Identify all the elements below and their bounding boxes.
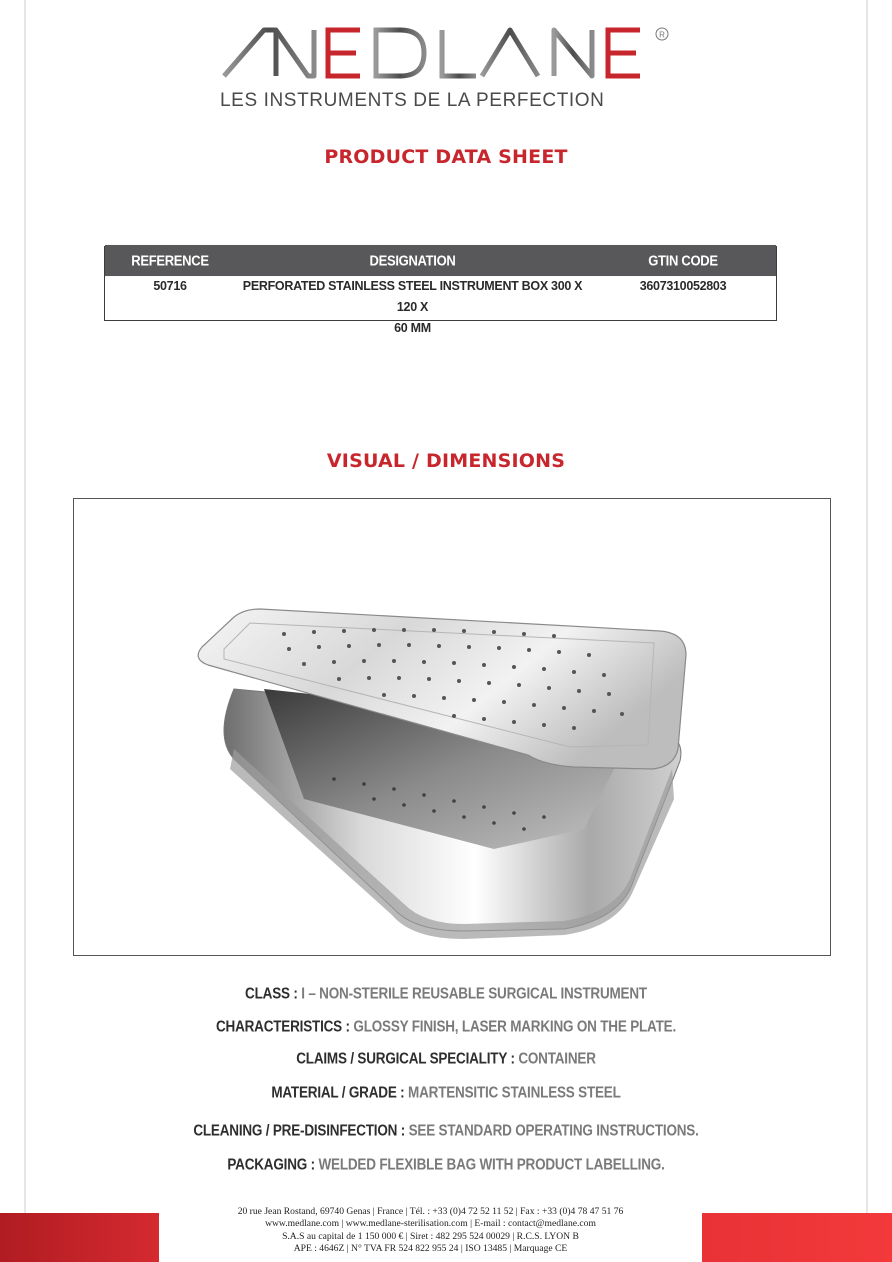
product-image-frame <box>73 498 831 956</box>
cell-designation <box>235 276 590 339</box>
spec-characteristics <box>0 1018 892 1035</box>
reference-table <box>104 246 777 335</box>
spec-packaging-value: WELDED FLEXIBLE BAG WITH PRODUCT LABELLING. <box>318 1155 665 1174</box>
cell-gtin: 3607310052803 <box>639 279 727 293</box>
spec-characteristics-value: GLOSSY FINISH, LASER MARKING ON THE PLATE. <box>353 1017 677 1036</box>
left-margin-line <box>24 0 26 1262</box>
spec-cleaning <box>0 1122 892 1139</box>
footer-red-bar-left <box>0 1213 159 1262</box>
instrument-box-image <box>74 499 830 955</box>
header-reference: REFERENCE <box>131 251 209 270</box>
spec-class-label: CLASS : <box>245 984 298 1003</box>
registered-mark: R <box>659 30 665 40</box>
spec-class-value: I – NON-STERILE REUSABLE SURGICAL INSTRUMENT <box>301 984 647 1003</box>
footer-red-bar-right <box>702 1213 892 1262</box>
spec-material-value: MARTENSITIC STAINLESS STEEL <box>408 1083 621 1102</box>
footer-company-info <box>159 1206 702 1255</box>
right-margin-line <box>866 0 868 1262</box>
spec-cleaning-label: CLEANING / PRE-DISINFECTION : <box>193 1121 406 1140</box>
table-header <box>105 245 776 276</box>
brand-tagline: LES INSTRUMENTS DE LA PERFECTION <box>220 90 605 111</box>
spec-cleaning-value: SEE STANDARD OPERATING INSTRUCTIONS. <box>408 1121 699 1140</box>
cell-reference: 50716 <box>153 279 187 293</box>
header-gtin: GTIN CODE <box>648 251 718 270</box>
footer-address: 20 rue Jean Rostand, 69740 Genas | France | Tél. : +33 (0)4 72 52 11 52 | Fax : +33 (0)4 78 47 51 76 <box>237 1206 624 1217</box>
spec-claims-value: CONTAINER <box>518 1049 596 1068</box>
spec-claims <box>0 1050 892 1067</box>
spec-packaging <box>0 1156 892 1173</box>
designation-line-2: 60 MM <box>394 321 431 335</box>
spec-claims-label: CLAIMS / SURGICAL SPECIALITY : <box>296 1049 515 1068</box>
spec-material <box>0 1084 892 1101</box>
spec-class <box>0 985 892 1002</box>
table-row <box>105 274 776 335</box>
footer-websites: www.medlane.com | www.medlane-sterilisation.com | E-mail : contact@medlane.com <box>265 1218 596 1230</box>
designation-line-1: PERFORATED STAINLESS STEEL INSTRUMENT BOX 300 X 120 X <box>242 279 583 314</box>
spec-material-label: MATERIAL / GRADE : <box>271 1083 405 1102</box>
footer-registration: APE : 4646Z | N° TVA FR 524 822 955 24 | ISO 13485 | Marquage CE <box>293 1242 568 1254</box>
spec-characteristics-label: CHARACTERISTICS : <box>215 1017 350 1036</box>
footer-legal: S.A.S au capital de 1 150 000 € | Siret : 482 295 524 00029 | R.C.S. LYON B <box>282 1230 579 1242</box>
header-designation: DESIGNATION <box>369 251 456 270</box>
visual-dimensions-title: VISUAL / DIMENSIONS <box>326 450 566 472</box>
medlane-wordmark <box>220 20 680 90</box>
spec-packaging-label: PACKAGING : <box>227 1155 315 1174</box>
product-data-sheet-title: PRODUCT DATA SHEET <box>324 146 568 168</box>
